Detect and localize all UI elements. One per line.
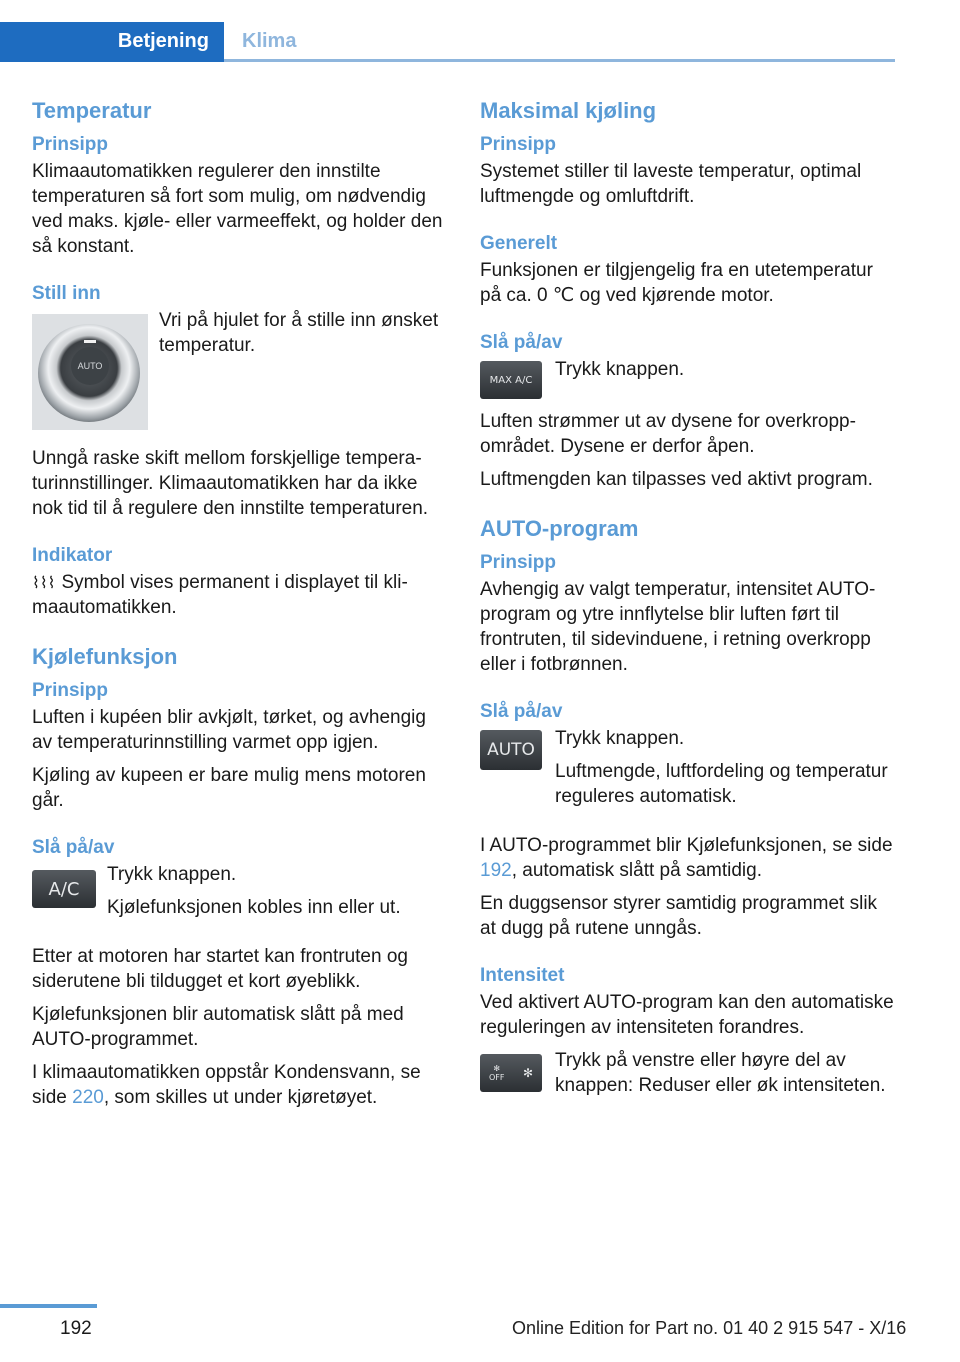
left-column — [32, 98, 446, 1118]
paragraph: Luften strømmer ut av dysene for overkroppområdet. Dysene er derfor åpen. — [480, 411, 856, 457]
paragraph: Kjølefunksjonen blir automatisk slått på med AUTO-programmet. — [32, 1004, 404, 1050]
paragraph: Luften i kupéen blir avkjølt, tørket, og avhengig av temperaturinnstilling varmet opp igjen. — [32, 707, 426, 753]
text: , automatisk slått på samtidig. — [511, 860, 762, 881]
indikator-text: Symbol vises permanent i displayet til klimaautomatikken. — [32, 572, 408, 618]
tab-betjening[interactable] — [0, 22, 224, 62]
heading-prinsipp: Prinsipp — [480, 134, 557, 155]
section-title-maksimal-kjoling: Maksimal kjøling — [480, 98, 657, 123]
fan-off-icon: ✻ OFF — [489, 1064, 505, 1082]
auto-button-image: AUTO — [71, 347, 109, 385]
paragraph: Trykk knappen. — [107, 864, 237, 885]
figure-fan-button — [480, 1048, 894, 1098]
heading-indikator: Indikator — [32, 545, 113, 566]
heading-sla-pa-av: Slå på/av — [480, 701, 563, 722]
paragraph: Trykk på venstre eller høyre del av knappen: Reduser eller øk intensiteten. — [555, 1050, 886, 1096]
figure-ac-button — [32, 862, 446, 920]
tab-klima[interactable]: Klima — [242, 30, 297, 52]
ac-button-image: A/C — [32, 870, 96, 908]
paragraph — [480, 833, 894, 883]
paragraph: Avhengig av valgt temperatur, intensitet AUTO-program og ytre innflytelse blir luften ført til frontruten, til sidevinduene, i retning overkropp eller i fotbrønnen. — [480, 579, 876, 675]
heading-sla-pa-av: Slå på/av — [32, 837, 115, 858]
paragraph: Trykk knappen. — [555, 359, 685, 380]
footer-divider — [0, 1304, 97, 1308]
fan-intensity-button-image — [480, 1054, 542, 1092]
heading-prinsipp: Prinsipp — [32, 680, 109, 701]
auto-button-image: AUTO — [480, 730, 542, 770]
text: , som skilles ut under kjøretøyet. — [103, 1087, 378, 1108]
section-title-kjolefunksjon: Kjølefunksjon — [32, 644, 178, 669]
heading-prinsipp: Prinsipp — [32, 134, 109, 155]
paragraph: Luftmengde, luftfordeling og temperatur reguleres automatisk. — [555, 761, 888, 807]
heading-prinsipp: Prinsipp — [480, 552, 557, 573]
heat-symbol-icon: ⌇⌇⌇ — [32, 573, 56, 592]
max-ac-button-image: MAX A/C — [480, 361, 542, 399]
heading-still-inn: Still inn — [32, 283, 101, 304]
footer-edition: Online Edition for Part no. 01 40 2 915 547 - X/16 — [512, 1318, 907, 1338]
page-link-220[interactable]: 220 — [72, 1087, 104, 1108]
paragraph: En duggsensor styrer samtidig programmet slik at dugg på rutene unngås. — [480, 893, 878, 939]
heading-intensitet: Intensitet — [480, 965, 565, 986]
paragraph: Kjøling av kupeen er bare mulig mens motoren går. — [32, 765, 426, 811]
paragraph: Funksjonen er tilgjengelig fra en utetemperatur på ca. 0 ℃ og ved kjørende motor. — [480, 260, 873, 306]
page-number: 192 — [60, 1318, 92, 1339]
minus-icon — [84, 340, 96, 343]
heading-sla-pa-av: Slå på/av — [480, 332, 563, 353]
text: I AUTO-programmet blir Kjølefunksjonen, se side — [480, 835, 893, 856]
paragraph: Etter at motoren har startet kan frontruten og siderutene bli tildugget et kort øyeblikk. — [32, 946, 408, 992]
header-tab-bar — [0, 22, 895, 62]
paragraph — [32, 570, 446, 620]
paragraph: Luftmengden kan tilpasses ved aktivt program. — [480, 469, 873, 490]
paragraph: Klimaautomatikken regulerer den innstilte temperaturen så fort som mulig, om nødvendig ved maks. kjøle- eller varmeeffekt, og holder den så konstant. — [32, 161, 443, 257]
paragraph: Vri på hjulet for å stille inn ønsket temperatur. — [159, 310, 439, 356]
temperature-knob-image — [32, 314, 148, 430]
section-title-auto-program: AUTO-program — [480, 516, 639, 541]
fan-icon: ✻ — [522, 1066, 533, 1080]
figure-temperature-knob — [32, 308, 446, 430]
fan-off-label: OFF — [489, 1073, 505, 1082]
section-title-temperatur: Temperatur — [32, 98, 152, 123]
figure-max-ac-button — [480, 357, 894, 409]
paragraph: Ved aktivert AUTO-program kan den automatiske reguleringen av intensiteten forandres. — [480, 992, 894, 1038]
tab-betjening-label: Betjening — [117, 30, 209, 52]
paragraph: Kjølefunksjonen kobles inn eller ut. — [107, 897, 401, 918]
paragraph — [32, 1060, 446, 1110]
text: I klimaautomatikken oppstår Kondensvann, se side — [32, 1062, 421, 1108]
paragraph: Systemet stiller til laveste temperatur, optimal luftmengde og omluftdrift. — [480, 161, 862, 207]
paragraph: Trykk knappen. — [555, 728, 685, 749]
page-link-192[interactable]: 192 — [480, 860, 512, 881]
heading-generelt: Generelt — [480, 233, 558, 254]
figure-auto-button — [480, 726, 894, 809]
paragraph: Unngå raske skift mellom forskjellige temperaturinnstillinger. Klimaautomatikken har da ikke nok tid til å regulere den innstilte temperaturen. — [32, 448, 429, 519]
right-column — [480, 98, 894, 1106]
